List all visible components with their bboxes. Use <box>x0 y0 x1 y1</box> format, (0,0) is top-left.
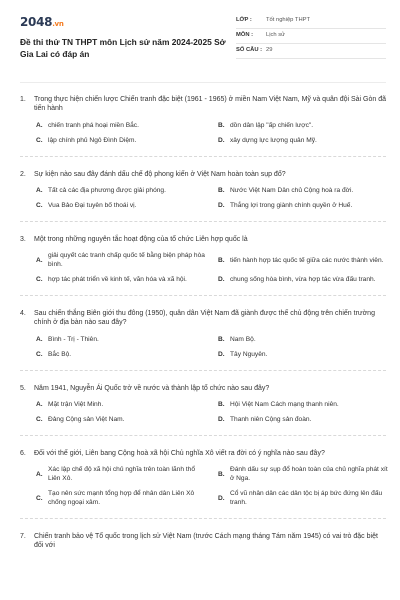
question-number: 4. <box>20 309 26 317</box>
option-text: Tây Nguyên. <box>230 350 268 358</box>
answer-option[interactable] <box>218 416 396 425</box>
document-title: Đề thi thử TN THPT môn Lịch sử năm 2024-2025 Sở Gia Lai có đáp án <box>20 37 226 60</box>
option-text: Vua Bảo Đại tuyên bố thoái vị. <box>48 201 137 209</box>
question-header <box>20 235 386 244</box>
site-logo[interactable] <box>20 14 230 30</box>
answer-option[interactable] <box>218 466 396 484</box>
question-header <box>20 309 386 328</box>
question-header <box>20 384 386 393</box>
option-letter: D. <box>218 350 225 358</box>
answer-option[interactable] <box>218 122 396 131</box>
option-letter: D. <box>218 415 225 423</box>
option-text: hợp tác phát triển về kinh tế, văn hóa và xã hội. <box>48 276 187 284</box>
option-letter: C. <box>36 415 43 423</box>
option-text: Xác lập chế độ xã hội chủ nghĩa trên toàn lãnh thổ Liên Xô. <box>48 466 196 483</box>
question-number: 6. <box>20 449 26 457</box>
option-letter: B. <box>218 335 225 343</box>
option-letter: C. <box>36 276 43 284</box>
meta-label: MÔN : <box>236 32 254 39</box>
logo-main: 2048 <box>20 15 53 29</box>
answer-option[interactable] <box>218 202 396 211</box>
question-text: Đối với thế giới, Liên bang Cộng hoà xã hội Chủ nghĩa Xô viết ra đời có ý nghĩa nào sau đây? <box>34 449 325 457</box>
meta-row-count <box>236 44 386 59</box>
answer-option[interactable] <box>36 252 214 270</box>
answer-option[interactable] <box>36 122 214 131</box>
question-text: Chiến tranh bảo vệ Tổ quốc trong lịch sử Việt Nam (trước Cách mạng tháng Tám năm 1945) có vai trò đặc biệt đối với <box>34 532 378 550</box>
option-letter: A. <box>36 470 43 478</box>
question-number: 7. <box>20 532 26 540</box>
option-letter: C. <box>36 350 43 358</box>
option-text: chung sống hòa bình, vừa hợp tác vừa đấu tranh. <box>230 276 376 284</box>
exam-meta <box>236 14 386 78</box>
option-letter: B. <box>218 121 225 129</box>
option-text: lập chính phủ Ngô Đình Diệm. <box>48 136 137 144</box>
question-block <box>20 91 386 157</box>
option-letter: D. <box>218 201 225 209</box>
option-text: giải quyết các tranh chấp quốc tế bằng biện pháp hòa bình. <box>48 252 205 269</box>
answer-options <box>20 122 386 146</box>
option-text: dồn dân lập "ấp chiến lược". <box>230 121 314 129</box>
answer-option[interactable] <box>36 202 214 211</box>
option-letter: B. <box>218 256 225 264</box>
option-text: Bắc Bộ. <box>48 350 72 358</box>
option-letter: B. <box>218 401 225 409</box>
answer-option[interactable] <box>36 416 214 425</box>
question-block <box>20 166 386 222</box>
answer-option[interactable] <box>36 351 214 360</box>
option-letter: A. <box>36 401 43 409</box>
answer-option[interactable] <box>218 351 396 360</box>
question-block <box>20 445 386 519</box>
question-header <box>20 532 386 551</box>
question-number: 2. <box>20 170 26 178</box>
question-block <box>20 231 386 296</box>
answer-option[interactable] <box>36 336 214 345</box>
answer-option[interactable] <box>218 490 396 508</box>
option-letter: A. <box>36 256 43 264</box>
option-text: Bình - Trị - Thiên. <box>48 335 99 343</box>
option-letter: D. <box>218 494 225 502</box>
meta-label: LỚP : <box>236 17 252 24</box>
option-text: Tạo nên sức mạnh tổng hợp để nhân dân Liên Xô chống ngoại xâm. <box>48 490 195 506</box>
answer-option[interactable] <box>36 466 214 484</box>
question-header <box>20 449 386 458</box>
meta-label: SỐ CÂU : <box>236 47 263 54</box>
header-left <box>20 14 230 78</box>
meta-value: Tốt nghiệp THPT <box>266 17 311 24</box>
question-number: 5. <box>20 384 26 392</box>
question-number: 1. <box>20 96 26 103</box>
question-header <box>20 95 386 114</box>
answer-option[interactable] <box>36 187 214 196</box>
answer-option[interactable] <box>218 276 396 285</box>
option-text: Hội Việt Nam Cách mạng thanh niên. <box>230 401 339 409</box>
logo-suffix: .vn <box>52 20 64 28</box>
answer-option[interactable] <box>36 276 214 285</box>
option-text: Đánh dấu sự sụp đổ hoàn toàn của chủ nghĩa phát xít ở Nga. <box>230 466 388 483</box>
answer-options <box>20 252 386 285</box>
meta-row-class <box>236 14 386 29</box>
meta-row-subject <box>236 29 386 44</box>
document-header <box>20 14 386 78</box>
answer-options <box>20 336 386 360</box>
answer-options <box>20 401 386 425</box>
answer-option[interactable] <box>36 401 214 410</box>
question-text: Sau chiến thắng Biên giới thu đông (1950), quân dân Việt Nam đã giành được thế chủ động trên chiến trường chính ở địa bàn nào sau đây? <box>34 309 375 327</box>
option-letter: A. <box>36 121 43 129</box>
meta-value: 29 <box>266 47 273 54</box>
option-text: Thanh niên Cộng sản đoàn. <box>230 415 312 423</box>
question-list <box>20 91 386 561</box>
meta-value: Lịch sử <box>266 32 286 39</box>
answer-option[interactable] <box>36 137 214 146</box>
question-block <box>20 380 386 436</box>
option-text: chiến tranh phá hoại miền Bắc. <box>48 121 139 129</box>
option-text: tiến hành hợp tác quốc tế giữa các nước thành viên. <box>230 256 384 264</box>
option-text: Đảng Cộng sản Việt Nam. <box>48 415 125 423</box>
option-text: Thắng lợi trong giành chính quyền ở Huế. <box>230 201 353 209</box>
answer-option[interactable] <box>218 401 396 410</box>
question-number: 3. <box>20 235 26 243</box>
option-text: Nước Việt Nam Dân chủ Cộng hoà ra đời. <box>230 187 354 195</box>
question-text: Trong thực hiện chiến lược Chiến tranh đặc biệt (1961 - 1965) ở miền Nam Việt Nam, Mỹ và quân đội Sài Gòn đã tiến hành <box>34 96 387 113</box>
option-letter: C. <box>36 136 43 144</box>
answer-option[interactable] <box>218 336 396 345</box>
question-block <box>20 528 386 561</box>
question-text: Năm 1941, Nguyễn Ái Quốc trở về nước và thành lập tổ chức nào sau đây? <box>34 384 270 392</box>
option-letter: D. <box>218 136 225 144</box>
question-text: Sự kiện nào sau đây đánh dấu chế độ phong kiến ở Việt Nam hoàn toàn sụp đổ? <box>34 170 286 178</box>
answer-option[interactable] <box>36 490 214 508</box>
option-letter: A. <box>36 335 43 343</box>
answer-option[interactable] <box>218 252 396 270</box>
option-text: xây dựng lực lượng quân Mỹ. <box>230 136 317 144</box>
option-letter: A. <box>36 187 43 195</box>
answer-options <box>20 187 386 211</box>
header-divider <box>20 82 386 83</box>
option-letter: C. <box>36 201 43 209</box>
answer-option[interactable] <box>218 137 396 146</box>
option-letter: D. <box>218 276 225 284</box>
option-text: Mặt trận Việt Minh. <box>48 401 104 409</box>
question-block <box>20 305 386 371</box>
answer-options <box>20 466 386 508</box>
option-text: Nam Bộ. <box>230 335 256 343</box>
question-text: Một trong những nguyên tắc hoạt động của tổ chức Liên hợp quốc là <box>34 235 248 243</box>
answer-option[interactable] <box>218 187 396 196</box>
option-letter: B. <box>218 187 225 195</box>
question-header <box>20 170 386 179</box>
option-text: Tất cả các địa phương được giải phóng. <box>48 187 166 195</box>
option-letter: B. <box>218 470 225 478</box>
option-letter: C. <box>36 494 43 502</box>
option-text: Cổ vũ nhân dân các dân tộc bị áp bức đứng lên đấu tranh. <box>230 490 383 506</box>
